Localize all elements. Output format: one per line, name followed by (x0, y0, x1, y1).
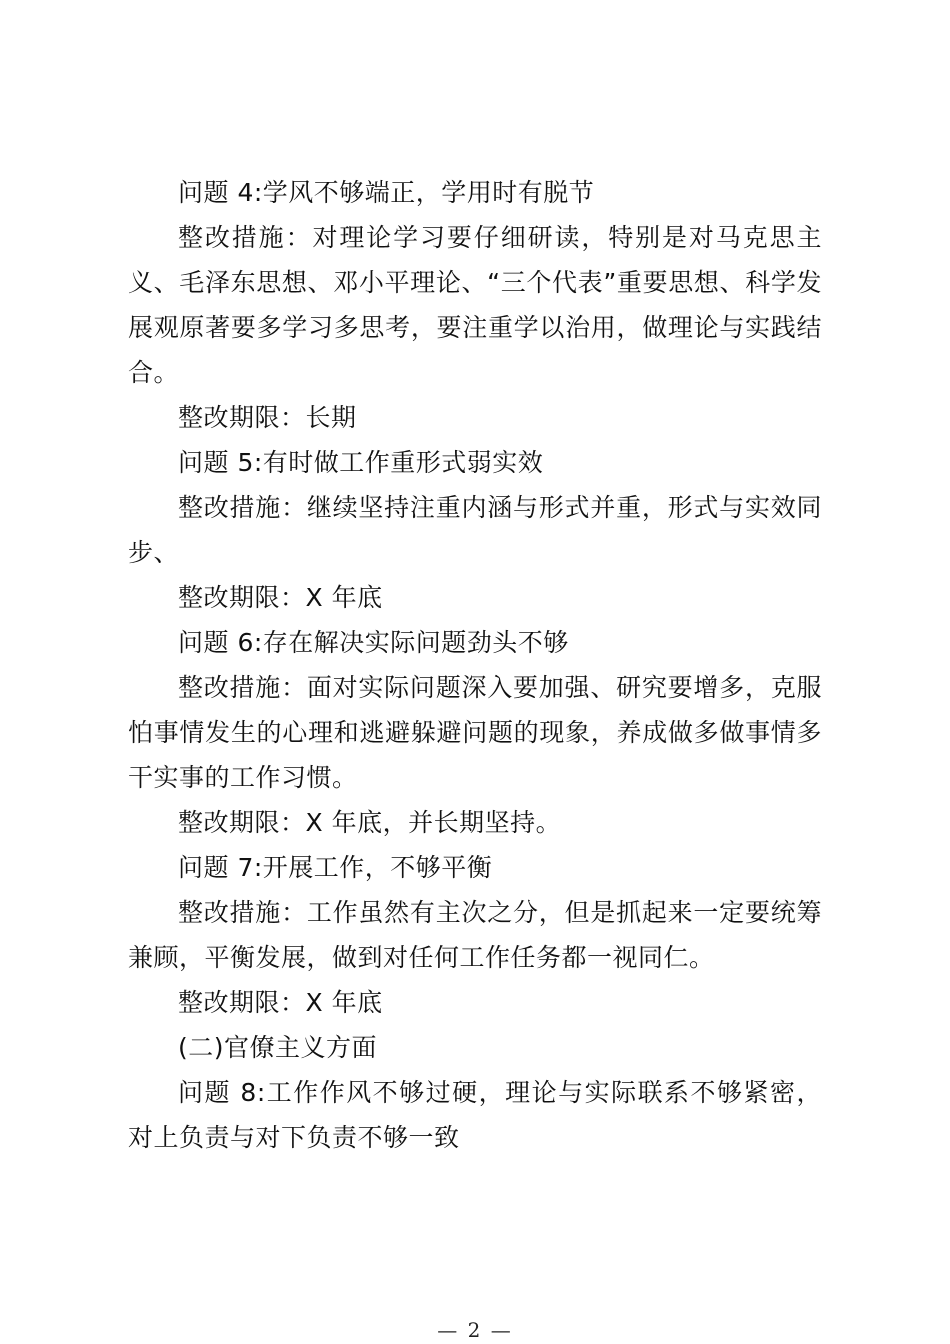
problem-8-heading: 问题 8:工作作风不够过硬，理论与实际联系不够紧密，对上负责与对下负责不够一致 (128, 1078, 822, 1152)
section-2-heading: (二)官僚主义方面 (178, 1033, 378, 1062)
problem-5-deadline: 整改期限：X 年底 (178, 583, 383, 612)
document-body (128, 170, 822, 1160)
page-number: — 2 — (437, 1318, 513, 1342)
problem-4-measures: 整改措施：对理论学习要仔细研读，特别是对马克思主义、毛泽东思想、邓小平理论、“三个代表”重要思想、科学发展观原著要多学习多思考，要注重学以治用，做理论与实践结合。 (128, 223, 822, 387)
problem-6-heading: 问题 6:存在解决实际问题劲头不够 (178, 628, 569, 657)
problem-6-measures: 整改措施：面对实际问题深入要加强、研究要增多，克服怕事情发生的心理和逃避躲避问题的现象，养成做多做事情多干实事的工作习惯。 (128, 673, 822, 792)
problem-5-heading: 问题 5:有时做工作重形式弱实效 (178, 448, 544, 477)
problem-6-deadline: 整改期限：X 年底，并长期坚持。 (178, 808, 562, 837)
problem-5-measures: 整改措施：继续坚持注重内涵与形式并重，形式与实效同步、 (128, 493, 822, 567)
problem-7-heading: 问题 7:开展工作，不够平衡 (178, 853, 493, 882)
problem-7-deadline: 整改期限：X 年底 (178, 988, 383, 1017)
problem-7-measures: 整改措施：工作虽然有主次之分，但是抓起来一定要统筹兼顾，平衡发展，做到对任何工作任务都一视同仁。 (128, 898, 822, 972)
problem-4-deadline: 整改期限：长期 (178, 403, 357, 432)
problem-4-heading: 问题 4:学风不够端正，学用时有脱节 (178, 178, 595, 207)
